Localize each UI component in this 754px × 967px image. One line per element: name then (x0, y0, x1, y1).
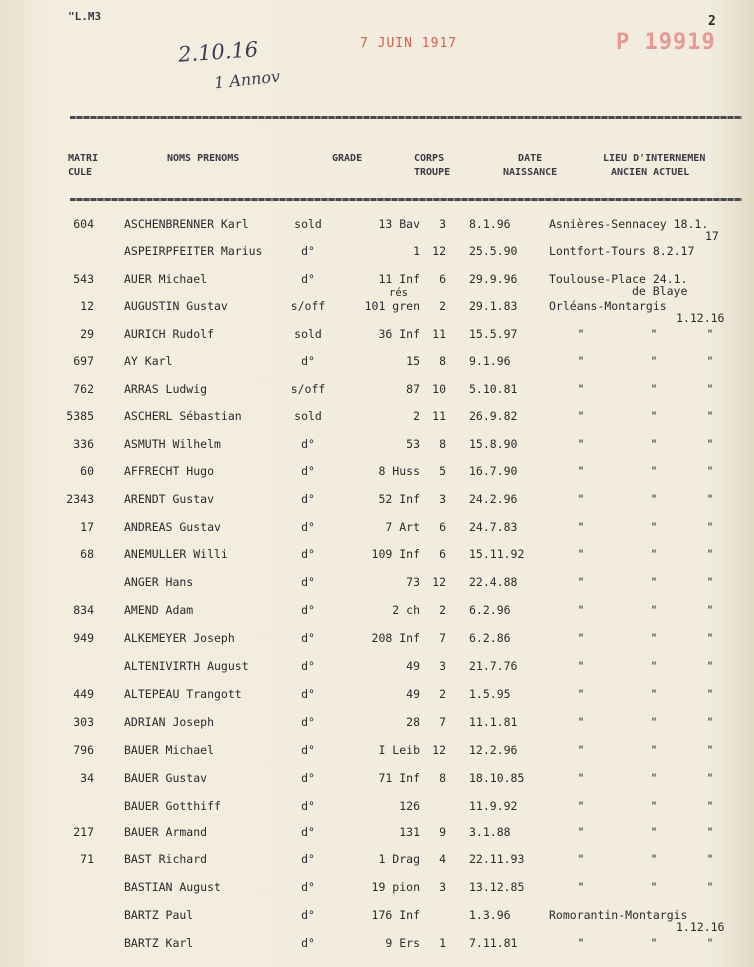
birthdate-cell: 13.12.85 (469, 880, 525, 894)
table-row (0, 327, 754, 351)
corps-cell: 15 (406, 354, 420, 368)
table-row (0, 382, 754, 406)
ditto-mark-actuel: " (650, 520, 658, 534)
grade-cell: d° (301, 936, 315, 950)
matricule-cell: 60 (80, 464, 94, 478)
corps-cell: 2 ch (392, 603, 420, 617)
birthdate-cell: 11.1.81 (469, 715, 518, 729)
date-stamp: 7 JUIN 1917 (360, 36, 458, 51)
internment-place-cell: Asnières-Sennacey 18.1. (549, 217, 709, 231)
ditto-mark-actuel: " (650, 687, 658, 701)
name-cell: AY Karl (124, 354, 173, 368)
corps-cell: I Leib (378, 743, 420, 757)
name-cell: BAUER Michael (124, 743, 215, 757)
name-cell: AUER Michael (124, 272, 208, 286)
ditto-mark-date: " (706, 603, 714, 617)
table-row (0, 825, 754, 849)
corps-cell: 101 gren (364, 299, 420, 313)
corps-cell: 73 (406, 575, 420, 589)
corps-cell: 1 Drag (378, 852, 420, 866)
table-row (0, 908, 754, 932)
birthdate-cell: 16.7.90 (469, 464, 518, 478)
troupe-cell: 2 (439, 687, 446, 701)
ditto-mark-actuel: " (650, 852, 658, 866)
corps-cell: 131 (399, 825, 420, 839)
internment-date-cell: 1.12.16 (676, 311, 725, 325)
ditto-mark-ancien: " (577, 687, 585, 701)
ditto-mark-date: " (706, 354, 714, 368)
matricule-cell: 949 (73, 631, 94, 645)
birthdate-cell: 1.5.95 (469, 687, 511, 701)
corps-cell: 28 (406, 715, 420, 729)
grade-cell: d° (301, 603, 315, 617)
ditto-mark-actuel: " (650, 327, 658, 341)
handwritten-date: 2.10.16 (177, 37, 259, 67)
ditto-mark-actuel: " (650, 631, 658, 645)
ditto-mark-actuel: " (650, 409, 658, 423)
table-row (0, 659, 754, 683)
corps-cell: 71 Inf (378, 771, 420, 785)
birthdate-cell: 1.3.96 (469, 908, 511, 922)
table-row (0, 715, 754, 739)
column-header-lieu: LIEU D'INTERNEMEN ANCIEN ACTUEL (603, 153, 706, 178)
grade-cell: sold (294, 327, 322, 341)
birthdate-cell: 18.10.85 (469, 771, 525, 785)
matricule-cell: 449 (73, 687, 94, 701)
table-row (0, 936, 754, 960)
ditto-mark-ancien: " (577, 492, 585, 506)
troupe-cell: 4 (439, 852, 446, 866)
ditto-mark-date: " (706, 880, 714, 894)
matricule-cell: 834 (73, 603, 94, 617)
birthdate-cell: 29.1.83 (469, 299, 518, 313)
handwritten-note: 1 Annov (213, 66, 281, 93)
name-cell: AURICH Rudolf (124, 327, 215, 341)
grade-cell: d° (301, 354, 315, 368)
ditto-mark-ancien: " (577, 327, 585, 341)
birthdate-cell: 12.2.96 (469, 743, 518, 757)
grade-cell: d° (301, 771, 315, 785)
ditto-mark-date: " (706, 799, 714, 813)
troupe-cell: 7 (439, 715, 446, 729)
table-row (0, 687, 754, 711)
table-row (0, 799, 754, 823)
ditto-mark-actuel: " (650, 880, 658, 894)
birthdate-cell: 15.5.97 (469, 327, 518, 341)
ditto-mark-actuel: " (650, 715, 658, 729)
matricule-cell: 303 (73, 715, 94, 729)
name-cell: ARRAS Ludwig (124, 382, 208, 396)
ditto-mark-ancien: " (577, 880, 585, 894)
table-row (0, 437, 754, 461)
ditto-mark-ancien: " (577, 575, 585, 589)
corps-cell: 176 Inf (371, 908, 420, 922)
column-header-noms: NOMS PRENOMS (167, 153, 240, 164)
corps-cell: 36 Inf (378, 327, 420, 341)
matricule-cell: 336 (73, 437, 94, 451)
name-cell: BAST Richard (124, 852, 208, 866)
corps-cell: 126 (399, 799, 420, 813)
name-cell: ADRIAN Joseph (124, 715, 215, 729)
ditto-mark-date: " (706, 547, 714, 561)
grade-cell: d° (301, 715, 315, 729)
ditto-mark-date: " (706, 327, 714, 341)
birthdate-cell: 7.11.81 (469, 936, 518, 950)
birthdate-cell: 24.2.96 (469, 492, 518, 506)
header-divider (70, 198, 742, 201)
ditto-mark-actuel: " (650, 743, 658, 757)
name-cell: BARTZ Paul (124, 908, 194, 922)
grade-cell: s/off (290, 382, 326, 396)
grade-cell: d° (301, 687, 315, 701)
table-row (0, 880, 754, 904)
troupe-cell: 10 (432, 382, 446, 396)
corps-cell: 49 (406, 687, 420, 701)
name-cell: BARTZ Karl (124, 936, 194, 950)
grade-cell: d° (301, 852, 315, 866)
birthdate-cell: 22.11.93 (469, 852, 525, 866)
table-row (0, 217, 754, 241)
troupe-cell: 12 (432, 244, 446, 258)
name-cell: ANGER Hans (124, 575, 194, 589)
ditto-mark-date: " (706, 437, 714, 451)
grade-cell: d° (301, 547, 315, 561)
birthdate-cell: 21.7.76 (469, 659, 518, 673)
table-row (0, 547, 754, 571)
troupe-cell: 7 (439, 631, 446, 645)
troupe-cell: 9 (439, 825, 446, 839)
birthdate-cell: 11.9.92 (469, 799, 518, 813)
ditto-mark-date: " (706, 825, 714, 839)
ditto-mark-date: " (706, 936, 714, 950)
birthdate-cell: 15.8.90 (469, 437, 518, 451)
corps-cell: 19 pion (371, 880, 420, 894)
ditto-mark-date: " (706, 771, 714, 785)
birthdate-cell: 29.9.96 (469, 272, 518, 286)
table-row (0, 771, 754, 795)
table-row (0, 743, 754, 767)
name-cell: BAUER Armand (124, 825, 208, 839)
birthdate-cell: 24.7.83 (469, 520, 518, 534)
troupe-cell: 1 (439, 936, 446, 950)
grade-cell: s/off (290, 299, 326, 313)
column-header-matricule: MATRI CULE (68, 153, 99, 178)
corps-cell: 53 (406, 437, 420, 451)
column-header-date: DATE NAISSANCE (503, 153, 558, 178)
corps-cell: 109 Inf (371, 547, 420, 561)
corps-cell: 49 (406, 659, 420, 673)
internment-place-cell: Orléans-Montargis (549, 299, 667, 313)
ditto-mark-ancien: " (577, 825, 585, 839)
ditto-mark-ancien: " (577, 464, 585, 478)
birthdate-cell: 6.2.86 (469, 631, 511, 645)
name-cell: ASPEIRPFEITER Marius (124, 244, 263, 258)
corps-cell: 1 (413, 244, 420, 258)
matricule-cell: 5385 (66, 409, 94, 423)
internment-place-cell: Toulouse-Place 24.1. (549, 272, 688, 286)
page-number: 2 (708, 14, 716, 29)
ditto-mark-ancien: " (577, 603, 585, 617)
ditto-mark-actuel: " (650, 437, 658, 451)
grade-cell: d° (301, 659, 315, 673)
birthdate-cell: 25.5.90 (469, 244, 518, 258)
grade-cell: d° (301, 743, 315, 757)
internment-place-cell: Romorantin-Montargis (549, 908, 688, 922)
ditto-mark-actuel: " (650, 547, 658, 561)
corps-cell: 208 Inf (371, 631, 420, 645)
ditto-mark-date: " (706, 464, 714, 478)
troupe-cell: 3 (439, 880, 446, 894)
ditto-mark-ancien: " (577, 799, 585, 813)
ditto-mark-ancien: " (577, 437, 585, 451)
troupe-cell: 3 (439, 217, 446, 231)
ditto-mark-date: " (706, 687, 714, 701)
matricule-cell: 71 (80, 852, 94, 866)
internment-date-cell: de Blaye (632, 284, 688, 298)
matricule-cell: 29 (80, 327, 94, 341)
ditto-mark-ancien: " (577, 631, 585, 645)
corps-cell: 87 (406, 382, 420, 396)
table-row (0, 520, 754, 544)
troupe-cell: 2 (439, 299, 446, 313)
troupe-cell: 8 (439, 437, 446, 451)
matricule-cell: 17 (80, 520, 94, 534)
ditto-mark-actuel: " (650, 382, 658, 396)
table-row (0, 464, 754, 488)
corps-cell: 8 Huss (378, 464, 420, 478)
matricule-cell: 697 (73, 354, 94, 368)
grade-cell: d° (301, 437, 315, 451)
name-cell: ALTENIVIRTH August (124, 659, 249, 673)
table-row (0, 492, 754, 516)
matricule-cell: 12 (80, 299, 94, 313)
corps-cell: 7 Art (385, 520, 420, 534)
name-cell: BAUER Gotthiff (124, 799, 221, 813)
name-cell: ALKEMEYER Joseph (124, 631, 235, 645)
troupe-cell: 3 (439, 659, 446, 673)
internment-date-cell: 1.12.16 (676, 920, 725, 934)
name-cell: AMEND Adam (124, 603, 194, 617)
name-cell: ARENDT Gustav (124, 492, 215, 506)
column-header-corps: CORPS TROUPE (414, 153, 451, 178)
name-cell: ASMUTH Wilhelm (124, 437, 221, 451)
grade-cell: sold (294, 409, 322, 423)
birthdate-cell: 22.4.88 (469, 575, 518, 589)
birthdate-cell: 5.10.81 (469, 382, 518, 396)
column-header-grade: GRADE (332, 153, 363, 164)
troupe-cell: 3 (439, 492, 446, 506)
ditto-mark-ancien: " (577, 659, 585, 673)
ditto-mark-ancien: " (577, 409, 585, 423)
grade-cell: d° (301, 799, 315, 813)
ditto-mark-date: " (706, 715, 714, 729)
ditto-mark-actuel: " (650, 936, 658, 950)
ditto-mark-ancien: " (577, 715, 585, 729)
ditto-mark-date: " (706, 575, 714, 589)
ditto-mark-ancien: " (577, 354, 585, 368)
corps-cell: 11 Inf (378, 272, 420, 286)
birthdate-cell: 3.1.88 (469, 825, 511, 839)
matricule-cell: 543 (73, 272, 94, 286)
matricule-cell: 2343 (66, 492, 94, 506)
name-cell: BASTIAN August (124, 880, 221, 894)
ditto-mark-actuel: " (650, 575, 658, 589)
birthdate-cell: 6.2.96 (469, 603, 511, 617)
troupe-cell: 11 (432, 327, 446, 341)
grade-cell: d° (301, 631, 315, 645)
name-cell: ASCHENBRENNER Karl (124, 217, 249, 231)
document-reference: "L.M3 (68, 10, 102, 23)
table-row (0, 354, 754, 378)
troupe-cell: 8 (439, 771, 446, 785)
grade-cell: d° (301, 825, 315, 839)
matricule-cell: 604 (73, 217, 94, 231)
table-row (0, 409, 754, 433)
ditto-mark-date: " (706, 492, 714, 506)
troupe-cell: 11 (432, 409, 446, 423)
name-cell: ANEMULLER Willi (124, 547, 228, 561)
troupe-cell: 2 (439, 603, 446, 617)
grade-cell: sold (294, 217, 322, 231)
name-cell: AUGUSTIN Gustav (124, 299, 228, 313)
corps-cell: 9 Ers (385, 936, 420, 950)
name-cell: ANDREAS Gustav (124, 520, 221, 534)
troupe-cell: 6 (439, 547, 446, 561)
ditto-mark-actuel: " (650, 354, 658, 368)
corps-cell: 2 (413, 409, 420, 423)
internment-place-cell: Lontfort-Tours 8.2.17 (549, 244, 695, 258)
grade-cell: d° (301, 244, 315, 258)
ditto-mark-actuel: " (650, 799, 658, 813)
birthdate-cell: 9.1.96 (469, 354, 511, 368)
ditto-mark-actuel: " (650, 771, 658, 785)
ditto-mark-ancien: " (577, 936, 585, 950)
grade-cell: d° (301, 272, 315, 286)
table-row (0, 603, 754, 627)
corps-note-cell: rés (389, 287, 408, 299)
ditto-mark-ancien: " (577, 852, 585, 866)
name-cell: AFFRECHT Hugo (124, 464, 215, 478)
corps-cell: 13 Bav (378, 217, 420, 231)
grade-cell: d° (301, 492, 315, 506)
ditto-mark-date: " (706, 659, 714, 673)
matricule-cell: 762 (73, 382, 94, 396)
ditto-mark-actuel: " (650, 464, 658, 478)
matricule-cell: 68 (80, 547, 94, 561)
ditto-mark-ancien: " (577, 547, 585, 561)
troupe-cell: 12 (432, 743, 446, 757)
ditto-mark-date: " (706, 520, 714, 534)
name-cell: ASCHERL Sébastian (124, 409, 242, 423)
table-row (0, 575, 754, 599)
ditto-mark-actuel: " (650, 659, 658, 673)
ditto-mark-date: " (706, 743, 714, 757)
name-cell: ALTEPEAU Trangott (124, 687, 242, 701)
matricule-cell: 34 (80, 771, 94, 785)
name-cell: BAUER Gustav (124, 771, 208, 785)
grade-cell: d° (301, 880, 315, 894)
internment-date-cell: 17 (705, 229, 719, 243)
ditto-mark-date: " (706, 409, 714, 423)
troupe-cell: 12 (432, 575, 446, 589)
ditto-mark-date: " (706, 382, 714, 396)
number-stamp: P 19919 (616, 30, 716, 55)
ditto-mark-ancien: " (577, 382, 585, 396)
ditto-mark-date: " (706, 852, 714, 866)
ditto-mark-actuel: " (650, 492, 658, 506)
ditto-mark-actuel: " (650, 603, 658, 617)
birthdate-cell: 8.1.96 (469, 217, 511, 231)
troupe-cell: 6 (439, 272, 446, 286)
table-row (0, 631, 754, 655)
grade-cell: d° (301, 464, 315, 478)
matricule-cell: 796 (73, 743, 94, 757)
birthdate-cell: 15.11.92 (469, 547, 525, 561)
troupe-cell: 6 (439, 520, 446, 534)
grade-cell: d° (301, 520, 315, 534)
ditto-mark-ancien: " (577, 520, 585, 534)
troupe-cell: 5 (439, 464, 446, 478)
table-row (0, 244, 754, 268)
ditto-mark-ancien: " (577, 771, 585, 785)
birthdate-cell: 26.9.82 (469, 409, 518, 423)
ditto-mark-actuel: " (650, 825, 658, 839)
ditto-mark-ancien: " (577, 743, 585, 757)
top-divider (70, 116, 742, 119)
matricule-cell: 217 (73, 825, 94, 839)
grade-cell: d° (301, 575, 315, 589)
ditto-mark-date: " (706, 631, 714, 645)
grade-cell: d° (301, 908, 315, 922)
troupe-cell: 8 (439, 354, 446, 368)
table-row (0, 852, 754, 876)
corps-cell: 52 Inf (378, 492, 420, 506)
